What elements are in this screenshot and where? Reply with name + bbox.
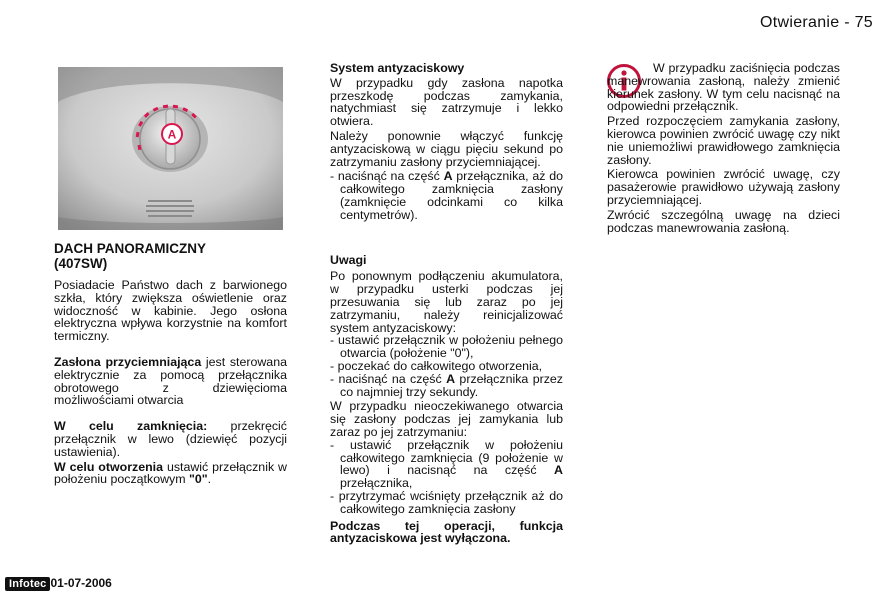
open-paragraph: W celu otworzenia ustawić przełącznik w położeniu początkowym "0". [54, 459, 287, 487]
infotec-logo: Infotec [5, 577, 50, 591]
anti-pinch-title: System antyzaciskowy [330, 61, 465, 75]
right-column [607, 62, 840, 234]
notes-final: Podczas tej operacji, funkcja antyzaciskowa jest wyłączona. [330, 518, 563, 546]
warning-p2: Przed rozpoczęciem zamykania zasłony, kierowca powinien zwrócić uwagę czy nikt nie uniemożliwi prawidłowego zamknięcia zasłony. [607, 114, 840, 167]
middle-column [330, 62, 563, 545]
footer [5, 576, 112, 591]
section-title: DACH PANORAMICZNY [54, 241, 206, 256]
roof-switch-photo [58, 67, 283, 230]
notes-step-4: - ustawić przełącznik w położeniu całkowitego zamknięcia (9 położenie w lewo) i nacisnąć na część A przełącznika, [330, 437, 563, 491]
warning-p3: Kierowca powinien zwrócić uwagę, czy pasażerowie prawidłowo używają zasłony przyciemniającej. [607, 167, 840, 207]
blind-paragraph: Zasłona przyciemniająca jest sterowana elektrycznie za pomocą przełącznika obrotowego z dziewięcioma możliwościami otwarcia [54, 354, 287, 408]
anti-pinch-step: - naciśnąć na część A przełącznika, aż do całkowitego zamknięcia zasłony (zamknięcie odcinkami co kilka centymetrów). [330, 169, 563, 222]
notes-step-1: - ustawić przełącznik w położeniu pełnego otwarcia (położenie "0"), [330, 333, 563, 361]
notes-step-5: - przytrzymać wciśnięty przełącznik aż do całkowitego zamknięcia zasłony [330, 488, 563, 516]
left-column [54, 241, 287, 486]
anti-pinch-p1: W przypadku gdy zasłona napotka przeszkodę podczas zamykania, natychmiast się zatrzymuje i lekko otwiera. [330, 75, 563, 129]
page-title: Otwieranie - 75 [760, 14, 873, 31]
notes-step-3: - naciśnąć na część A przełącznika przez co najmniej trzy sekundy. [330, 371, 563, 399]
notes-p1: Po ponownym podłączeniu akumulatora, w przypadku usterki podczas jej przesuwania się lub zaraz po jej zatrzymaniu, należy reinicjalizować system antyzaciskowy: [330, 269, 563, 335]
footer-date: 01-07-2006 [50, 576, 112, 590]
close-paragraph: W celu zamknięcia: przekręcić przełącznik w lewo (dziewięć pozycji ustawienia). [54, 419, 288, 459]
notes-title: Uwagi [330, 252, 367, 267]
figure-label-a: A [167, 127, 177, 142]
notes-step-2: - poczekać do całkowitego otworzenia, [330, 358, 543, 373]
anti-pinch-p2: Należy ponownie włączyć funkcję antyzaciskową w ciągu pięciu sekund po zatrzymaniu zasłony przyciemniającej. [330, 128, 563, 169]
section-subtitle: (407SW) [54, 256, 108, 271]
intro-paragraph: Posiadacie Państwo dach z barwionego szkła, który zwiększa oświetlenie oraz widoczność w kabinie. Jego osłona elektryczna wpływa korzystnie na komfort termiczny. [54, 278, 287, 344]
warning-p4: Zwrócić szczególną uwagę na dzieci podczas manewrowania zasłoną. [607, 207, 840, 235]
notes-p2: W przypadku nieoczekiwanego otwarcia się zasłony podczas jej zamykania lub zaraz po jej zatrzymaniu: [330, 399, 563, 439]
warning-p1: W przypadku zaciśnięcia podczas manewrowania zasłoną, należy zmienić kierunek zasłony. W tym celu nacisnąć na odpowiedni przełącznik. [607, 61, 840, 114]
